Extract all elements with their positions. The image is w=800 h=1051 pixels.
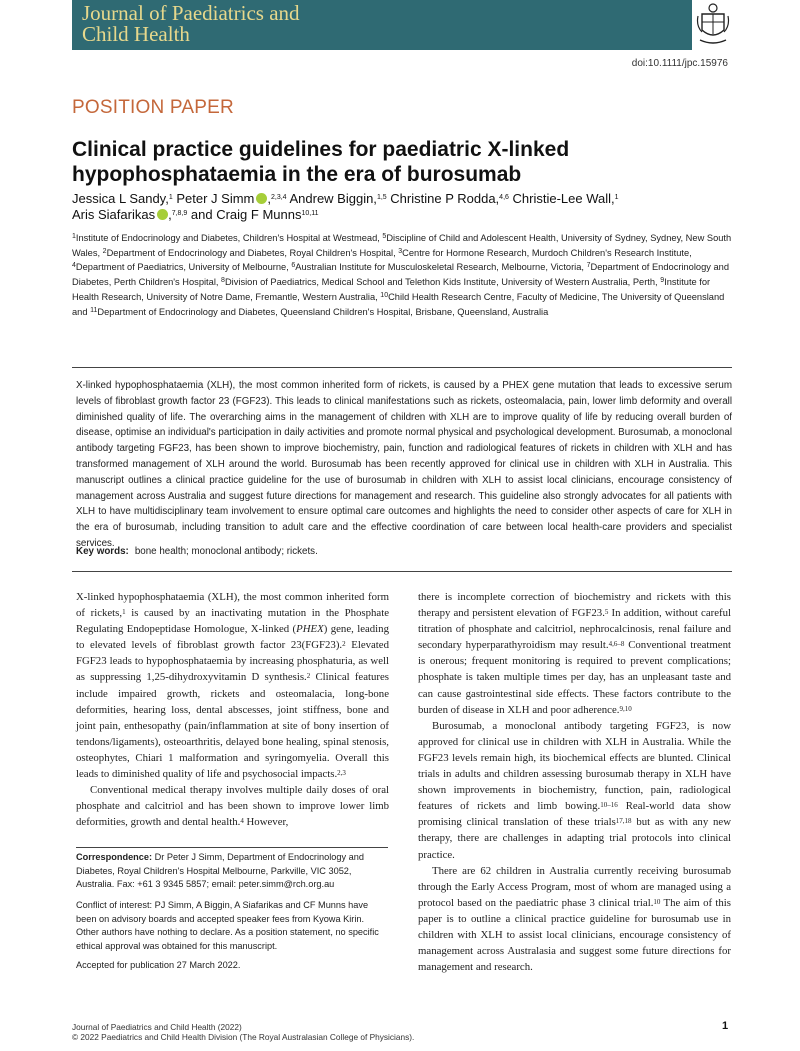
page-footer [72,1022,414,1042]
journal-banner [72,0,692,50]
affiliation-number: 9 [660,277,665,285]
footer-journal-line: Journal of Paediatrics and Child Health (2022) [72,1022,242,1032]
article-type: POSITION PAPER [72,97,234,118]
author[interactable]: Aris Siafarikas ,$^{7,8,9}$ [72,207,188,222]
body-column-right [418,589,731,975]
author[interactable]: Jessica L Sandy,$^1$ [72,191,173,206]
italic-term: PHEX [296,623,324,636]
correspondence-rule [76,847,388,848]
affiliation-ref: 4,6 [499,194,509,201]
affiliation-text: Australian Institute for Musculoskeletal Research, Melbourne, Victoria, [295,262,587,273]
author[interactable]: Christine P Rodda,$^{4,6}$ [390,191,509,206]
coat-of-arms-icon [696,2,730,46]
abstract-top-rule [72,367,732,368]
affiliation-ref: 7,8,9 [171,210,188,217]
keywords [76,546,318,557]
article-title [72,137,692,187]
citation-ref[interactable]: 1 [122,608,126,617]
citation-ref[interactable]: 5 [604,608,609,617]
correspondence-text: Dr Peter J Simm, Department of Endocrinology and Diabetes, Royal Children's Hospital Melbourne, Parkville, VIC 3052, Australia. Fax: +61 3 9345 5857; email: peter.simm@rch.org.au [76,852,364,889]
page-number: 1 [722,1020,729,1032]
affiliation-number: 6 [291,262,296,270]
author-list [72,191,732,223]
orcid-icon[interactable] [157,209,168,220]
body-column-left [76,589,389,830]
citation-ref[interactable]: 10–16 [600,801,618,810]
conflict-of-interest: Conflict of interest: PJ Simm, A Biggin, A Siafarikas and CF Munns have been on advisory boards and accepted speaker fees from Kyowa Kirin. Other authors have nothing to declare. As a position statement, no specific ethical approval was obtained for this manuscript. [76,900,379,951]
correspondence-label: Correspondence: [76,852,153,862]
citation-ref[interactable]: 4 [240,817,244,826]
affiliation-number: 3 [398,247,403,255]
affiliation-number: 5 [382,233,387,240]
doi[interactable]: doi:10.1111/jpc.15976 [631,58,728,69]
affiliation-number: 7 [586,262,591,270]
orcid-icon[interactable] [256,193,267,204]
abstract-bottom-rule [72,571,732,572]
footer-copyright: © 2022 Paediatrics and Child Health Division (The Royal Australasian College of Physicians). [72,1032,415,1042]
body-paragraph: X-linked hypophosphataemia (XLH), the most common inherited form of rickets,$^1$ is caused by an inactivating mutation in the Phosphate Regulating Endopeptidase Homologue, X-linked (PHEX) gene, leading to elevated levels of fibroblast growth factor 23(FGF23).$^2$ Elevated FGF23 leads to hypophosphataemia by increasing phosphaturia, as well as suppressing 1,25-dihydroxyvitamin D synthesis.$^2$ Clinical features include impaired growth, rickets and osteomalacia, long-bone deformities, hearing loss, dental abscesses, joint stiffness, bone and joint pain, enthesopathy (pain/inflammation at site of bony insertion of tendons/ligaments), osteoarthritis, delayed bone healing, spinal stenosis, osteophytes, Chiari 1 malformation and syringomyelia. Overall this leads to diminished quality of life and psychosocial impacts.$^{2,3}$ [76,591,390,781]
affiliations [72,231,732,319]
affiliation-text: Institute of Endocrinology and Diabetes, Children's Hospital at Westmead, [75,233,383,243]
affiliation-number: 10 [380,291,389,299]
citation-ref[interactable]: 2 [342,640,346,649]
affiliation-number: 11 [90,306,98,314]
citation-ref[interactable]: 10 [653,897,661,906]
journal-title-line1: Journal of Paediatrics and [82,1,300,25]
body-paragraph: Conventional medical therapy involves multiple daily doses of oral phosphate and calcitriol and has been shown to improve lower limb deformities, growth and dental health.$^4$ However, [76,784,389,829]
affiliation-text: Child Health Research Centre, Faculty of Medicine, The University of Queensland and [72,291,725,317]
citation-ref[interactable]: 4,6–8 [608,640,625,649]
affiliation-number: 2 [102,247,107,255]
body-paragraph: There are 62 children in Australia currently receiving burosumab through the Early Access Program, most of whom are managed using a protocol based on the paediatric phase 3 clinical trial.$^{10}$ The aim of this paper is to outline a clinical practice guideline for burosumab use in children with XLH to assist local clinicians, encourage consistency of management across Australasia and suggest some future directions for management and research. [418,864,732,974]
citation-ref[interactable]: 2,3 [337,769,346,778]
author[interactable]: Christie-Lee Wall,$^1$ [512,191,619,206]
affiliation-text: Centre for Hormone Research, Murdoch Children's Research Institute, [402,247,692,258]
citation-ref[interactable]: 9,10 [619,704,632,713]
affiliation-ref: 10,11 [301,210,319,217]
affiliation-text: Department of Paediatrics, University of Melbourne, [75,262,292,273]
journal-title [82,3,300,45]
body-paragraph: there is incomplete correction of biochemistry and rickets with this therapy and persistent elevation of FGF23.$^5$ In addition, without careful titration of phosphate and calcitriol, nephrocalcinosis, renal failure and secondary hyperparathyroidism may result.$^{4,6-8}$ Conventional treatment is onerous; frequent monitoring is required to prevent complications; phosphate is taken multiple times per day, has an unpleasant taste and can cause gastrointestinal side effects. These factors contribute to the burden of disease in XLH and poor adherence.$^{9,10}$ [418,591,731,716]
citation-ref[interactable]: 17,18 [615,817,632,826]
author[interactable]: Andrew Biggin,$^{1,5}$ [289,191,387,206]
article-title-line2: hypophosphataemia in the era of burosumab [72,163,522,186]
affiliation-ref: 1,5 [376,194,387,201]
affiliation-number: 1 [72,233,76,240]
affiliation-text: Discipline of Child and Adolescent Health, University of Sydney, Sydney, New South Wales, [72,233,732,258]
affiliation-text: Institute for Health Research, University of Notre Dame, Fremantle, Western Australia, [72,277,711,302]
accepted-date: Accepted for publication 27 March 2022. [76,960,241,970]
affiliation-ref: 1 [168,194,173,201]
body-paragraph: Burosumab, a monoclonal antibody targeting FGF23, is now approved for clinical use in children with XLH in Australia. While the FGF23 levels remain high, its biochemical effects are blunted. Clinical trials in adults and children assessing burosumab therapy in XLH have shown improvements in biochemistry, function, pain, radiological features of rickets and limb bowing.$^{10-16}$ Real-world data show promising clinical translation of these trials$^{17,18}$ but as with any new therapy, there are challenges in adapting trial protocols into clinical practice. [418,719,731,861]
affiliation-number: 4 [72,262,76,270]
affiliation-number: 8 [221,277,225,285]
affiliation-text: Department of Endocrinology and Diabetes, Royal Children's Hospital, [106,247,399,258]
citation-ref[interactable]: 2 [306,672,311,681]
author[interactable]: and Craig F Munns$^{10,11}$ [190,207,319,222]
affiliation-ref: 2,3,4 [271,194,287,201]
affiliation-text: Department of Endocrinology and Diabetes, Queensland Children's Hospital, Brisbane, Queensland, Australia [97,306,549,317]
affiliation-text: Division of Paediatrics, Medical School and Telethon Kids Institute, University of Western Australia, Perth, [224,277,661,288]
correspondence [76,851,388,892]
article-title-line1: Clinical practice guidelines for paediatric X-linked [72,138,570,161]
abstract: X-linked hypophosphataemia (XLH), the most common inherited form of rickets, is caused by a PHEX gene mutation that leads to excessive serum levels of fibroblast growth factor 23 (FGF23). This leads to clinical manifestations such as rickets, osteomalacia, pain, lower limb deformity and overall diminished quality of life. The overarching aims in the management of children with XLH are to improve quality of life by reducing overall burden of disease, optimise an individual's participation in daily activities and promote normal physical and psychological development. Burosumab, a monoclonal antibody targeting FGF23, has been shown to improve biochemistry, pain, function and radiological features of rickets in children with XLH and has transformed management of XLH around the world. Burosumab has been recently approved for clinical use in children with XLH in Australia. This manuscript outlines a clinical practice guideline for the use of burosumab in children with XLH to assist local clinicians, encourage consistency of management across Australia and suggest future directions for management and research. This guideline also strongly advocates for all patients with XLH to have multidisciplinary team involvement to ensure optimal care outcomes and highlights the need to consider other aspects of care for XLH in the era of burosumab, including transition to adult care and the effective coordination of care between local health-care providers and specialist services. [76,380,732,549]
journal-title-line2: Child Health [82,22,190,46]
affiliation-ref: 1 [614,194,619,201]
keywords-text: bone health; monoclonal antibody; rickets. [134,546,318,557]
affiliation-text: Department of Endocrinology and Diabetes, Perth Children's Hospital, [72,262,729,288]
author[interactable]: Peter J Simm ,$^{2,3,4}$ [176,191,287,206]
keywords-label: Key words: [76,546,129,557]
